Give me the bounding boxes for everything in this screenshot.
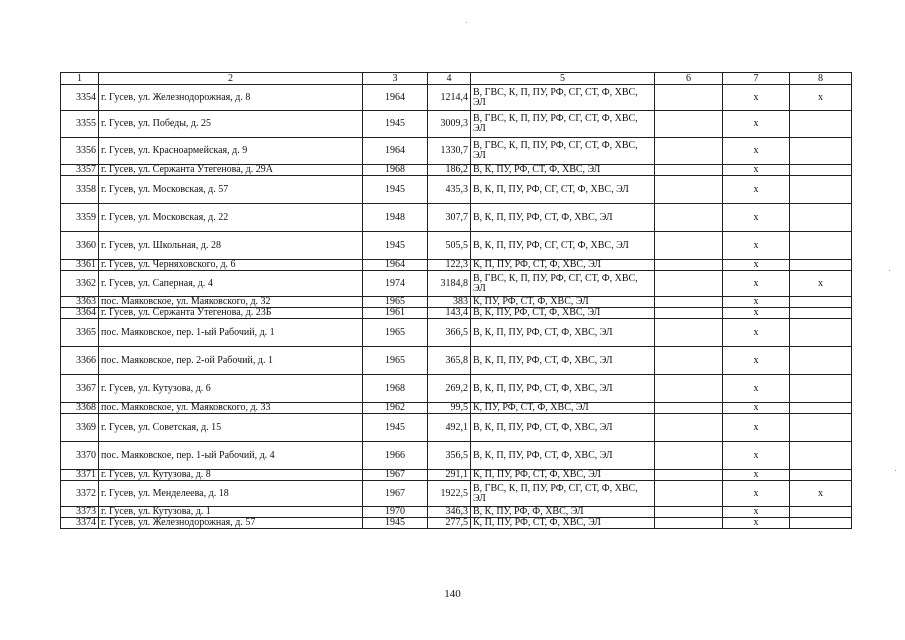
floor-area: 365,8 [428, 347, 471, 375]
column-8-mark [790, 375, 852, 403]
column-7-mark: x [723, 204, 790, 232]
row-number: 3359 [61, 204, 99, 232]
row-number: 3356 [61, 138, 99, 165]
row-number: 3368 [61, 403, 99, 414]
housing-register-table [60, 72, 852, 529]
table-row [61, 165, 852, 176]
utilities-list: В, К, П, ПУ, РФ, СТ, Ф, ХВС, ЭЛ [471, 414, 655, 442]
row-number: 3365 [61, 319, 99, 347]
table-row [61, 470, 852, 481]
table-row [61, 111, 852, 138]
table-row [61, 176, 852, 204]
row-number: 3357 [61, 165, 99, 176]
column-7-mark: x [723, 138, 790, 165]
year-built: 1965 [363, 319, 428, 347]
year-built: 1967 [363, 481, 428, 507]
column-6-mark [655, 85, 723, 111]
column-6-mark [655, 442, 723, 470]
column-6-mark [655, 347, 723, 375]
utilities-list: В, ГВС, К, П, ПУ, РФ, СГ, СТ, Ф, ХВС, ЭЛ [471, 138, 655, 165]
floor-area: 3184,8 [428, 271, 471, 297]
year-built: 1962 [363, 403, 428, 414]
utilities-list: В, ГВС, К, П, ПУ, РФ, СГ, СТ, Ф, ХВС, ЭЛ [471, 111, 655, 138]
scan-speck [895, 470, 896, 471]
floor-area: 99,5 [428, 403, 471, 414]
column-7-mark: x [723, 85, 790, 111]
column-7-mark: x [723, 176, 790, 204]
year-built: 1961 [363, 308, 428, 319]
column-8-mark [790, 470, 852, 481]
column-6-mark [655, 271, 723, 297]
address: г. Гусев, ул. Саперная, д. 4 [99, 271, 363, 297]
row-number: 3371 [61, 470, 99, 481]
column-6-mark [655, 297, 723, 308]
utilities-list: К, П, ПУ, РФ, СТ, Ф, ХВС, ЭЛ [471, 518, 655, 529]
table-row [61, 271, 852, 297]
utilities-list: В, К, П, ПУ, РФ, СГ, СТ, Ф, ХВС, ЭЛ [471, 232, 655, 260]
column-header: 1 [61, 73, 99, 85]
floor-area: 1214,4 [428, 85, 471, 111]
column-6-mark [655, 232, 723, 260]
column-8-mark [790, 507, 852, 518]
utilities-list: К, П, ПУ, РФ, СТ, Ф, ХВС, ЭЛ [471, 470, 655, 481]
column-8-mark [790, 403, 852, 414]
utilities-list: В, ГВС, К, П, ПУ, РФ, СГ, СТ, Ф, ХВС, ЭЛ [471, 481, 655, 507]
column-8-mark [790, 138, 852, 165]
utilities-list: К, П, ПУ, РФ, СТ, Ф, ХВС, ЭЛ [471, 260, 655, 271]
address: г. Гусев, ул. Менделеева, д. 18 [99, 481, 363, 507]
floor-area: 1330,7 [428, 138, 471, 165]
row-number: 3355 [61, 111, 99, 138]
utilities-list: В, К, П, ПУ, РФ, СТ, Ф, ХВС, ЭЛ [471, 204, 655, 232]
floor-area: 291,1 [428, 470, 471, 481]
column-6-mark [655, 111, 723, 138]
row-number: 3373 [61, 507, 99, 518]
floor-area: 383 [428, 297, 471, 308]
floor-area: 505,5 [428, 232, 471, 260]
row-number: 3361 [61, 260, 99, 271]
column-8-mark [790, 232, 852, 260]
column-7-mark: x [723, 319, 790, 347]
table-row [61, 232, 852, 260]
utilities-list: В, ГВС, К, П, ПУ, РФ, СГ, СТ, Ф, ХВС, ЭЛ [471, 271, 655, 297]
column-7-mark: x [723, 442, 790, 470]
column-7-mark: x [723, 403, 790, 414]
column-7-mark: x [723, 347, 790, 375]
utilities-list: В, К, П, ПУ, РФ, СТ, Ф, ХВС, ЭЛ [471, 375, 655, 403]
floor-area: 435,3 [428, 176, 471, 204]
column-6-mark [655, 176, 723, 204]
row-number: 3372 [61, 481, 99, 507]
year-built: 1964 [363, 260, 428, 271]
year-built: 1945 [363, 232, 428, 260]
floor-area: 3009,3 [428, 111, 471, 138]
address: г. Гусев, ул. Черняховского, д. 6 [99, 260, 363, 271]
column-8-mark [790, 260, 852, 271]
column-6-mark [655, 165, 723, 176]
address: г. Гусев, ул. Красноармейская, д. 9 [99, 138, 363, 165]
column-header: 4 [428, 73, 471, 85]
utilities-list: В, К, П, ПУ, РФ, СГ, СТ, Ф, ХВС, ЭЛ [471, 176, 655, 204]
utilities-list: В, К, П, ПУ, РФ, СТ, Ф, ХВС, ЭЛ [471, 442, 655, 470]
row-number: 3364 [61, 308, 99, 319]
scan-speck [889, 270, 890, 271]
row-number: 3360 [61, 232, 99, 260]
table-row [61, 442, 852, 470]
address: г. Гусев, ул. Московская, д. 22 [99, 204, 363, 232]
table-row [61, 347, 852, 375]
table-row [61, 375, 852, 403]
column-7-mark: x [723, 308, 790, 319]
column-header: 6 [655, 73, 723, 85]
floor-area: 277,5 [428, 518, 471, 529]
utilities-list: В, К, ПУ, РФ, Ф, ХВС, ЭЛ [471, 507, 655, 518]
column-8-mark [790, 176, 852, 204]
year-built: 1945 [363, 414, 428, 442]
year-built: 1945 [363, 176, 428, 204]
year-built: 1967 [363, 470, 428, 481]
column-8-mark [790, 319, 852, 347]
year-built: 1968 [363, 165, 428, 176]
floor-area: 269,2 [428, 375, 471, 403]
column-header: 2 [99, 73, 363, 85]
column-header: 3 [363, 73, 428, 85]
address: г. Гусев, ул. Сержанта Утегенова, д. 23Б [99, 308, 363, 319]
row-number: 3370 [61, 442, 99, 470]
column-6-mark [655, 260, 723, 271]
column-8-mark [790, 297, 852, 308]
column-header: 8 [790, 73, 852, 85]
column-7-mark: x [723, 470, 790, 481]
column-7-mark: x [723, 375, 790, 403]
year-built: 1965 [363, 347, 428, 375]
column-header: 7 [723, 73, 790, 85]
row-number: 3366 [61, 347, 99, 375]
utilities-list: В, К, П, ПУ, РФ, СТ, Ф, ХВС, ЭЛ [471, 319, 655, 347]
column-7-mark: x [723, 271, 790, 297]
table-row [61, 507, 852, 518]
address: пос. Маяковское, пер. 2-ой Рабочий, д. 1 [99, 347, 363, 375]
scan-speck [466, 22, 467, 23]
year-built: 1970 [363, 507, 428, 518]
column-7-mark: x [723, 260, 790, 271]
address: пос. Маяковское, ул. Маяковского, д. 32 [99, 297, 363, 308]
column-8-mark [790, 414, 852, 442]
column-8-mark [790, 347, 852, 375]
table-row [61, 260, 852, 271]
table-row [61, 403, 852, 414]
row-number: 3358 [61, 176, 99, 204]
year-built: 1968 [363, 375, 428, 403]
year-built: 1948 [363, 204, 428, 232]
floor-area: 366,5 [428, 319, 471, 347]
address: г. Гусев, ул. Кутузова, д. 8 [99, 470, 363, 481]
column-8-mark: x [790, 85, 852, 111]
floor-area: 346,3 [428, 507, 471, 518]
table-row [61, 518, 852, 529]
column-7-mark: x [723, 165, 790, 176]
header-row [61, 73, 852, 85]
table-row [61, 308, 852, 319]
column-8-mark: x [790, 481, 852, 507]
address: пос. Маяковское, пер. 1-ый Рабочий, д. 1 [99, 319, 363, 347]
address: г. Гусев, ул. Советская, д. 15 [99, 414, 363, 442]
address: г. Гусев, ул. Железнодорожная, д. 8 [99, 85, 363, 111]
column-8-mark [790, 308, 852, 319]
column-6-mark [655, 507, 723, 518]
column-6-mark [655, 470, 723, 481]
table-row [61, 85, 852, 111]
column-6-mark [655, 308, 723, 319]
utilities-list: В, К, ПУ, РФ, СТ, Ф, ХВС, ЭЛ [471, 308, 655, 319]
column-8-mark: x [790, 271, 852, 297]
column-7-mark: x [723, 507, 790, 518]
column-6-mark [655, 204, 723, 232]
year-built: 1964 [363, 85, 428, 111]
year-built: 1945 [363, 111, 428, 138]
address: пос. Маяковское, пер. 1-ый Рабочий, д. 4 [99, 442, 363, 470]
column-8-mark [790, 204, 852, 232]
column-header: 5 [471, 73, 655, 85]
floor-area: 122,3 [428, 260, 471, 271]
column-6-mark [655, 319, 723, 347]
page-number: 140 [444, 588, 461, 600]
year-built: 1974 [363, 271, 428, 297]
column-6-mark [655, 403, 723, 414]
column-6-mark [655, 414, 723, 442]
year-built: 1966 [363, 442, 428, 470]
table-row [61, 414, 852, 442]
utilities-list: В, ГВС, К, П, ПУ, РФ, СГ, СТ, Ф, ХВС, ЭЛ [471, 85, 655, 111]
address: пос. Маяковское, ул. Маяковского, д. 33 [99, 403, 363, 414]
row-number: 3374 [61, 518, 99, 529]
address: г. Гусев, ул. Сержанта Утегенова, д. 29А [99, 165, 363, 176]
row-number: 3362 [61, 271, 99, 297]
address: г. Гусев, ул. Железнодорожная, д. 57 [99, 518, 363, 529]
row-number: 3367 [61, 375, 99, 403]
address: г. Гусев, ул. Победы, д. 25 [99, 111, 363, 138]
column-6-mark [655, 375, 723, 403]
table-row [61, 204, 852, 232]
utilities-list: К, ПУ, РФ, СТ, Ф, ХВС, ЭЛ [471, 297, 655, 308]
column-6-mark [655, 138, 723, 165]
row-number: 3354 [61, 85, 99, 111]
column-8-mark [790, 442, 852, 470]
year-built: 1965 [363, 297, 428, 308]
floor-area: 1922,5 [428, 481, 471, 507]
column-7-mark: x [723, 111, 790, 138]
column-7-mark: x [723, 232, 790, 260]
column-7-mark: x [723, 414, 790, 442]
column-6-mark [655, 518, 723, 529]
floor-area: 307,7 [428, 204, 471, 232]
address: г. Гусев, ул. Кутузова, д. 1 [99, 507, 363, 518]
table-row [61, 319, 852, 347]
address: г. Гусев, ул. Школьная, д. 28 [99, 232, 363, 260]
table-row [61, 297, 852, 308]
row-number: 3369 [61, 414, 99, 442]
utilities-list: В, К, П, ПУ, РФ, СТ, Ф, ХВС, ЭЛ [471, 347, 655, 375]
floor-area: 492,1 [428, 414, 471, 442]
table-row [61, 481, 852, 507]
utilities-list: К, ПУ, РФ, СТ, Ф, ХВС, ЭЛ [471, 403, 655, 414]
column-8-mark [790, 518, 852, 529]
column-7-mark: x [723, 481, 790, 507]
address: г. Гусев, ул. Кутузова, д. 6 [99, 375, 363, 403]
floor-area: 143,4 [428, 308, 471, 319]
column-6-mark [655, 481, 723, 507]
year-built: 1964 [363, 138, 428, 165]
column-8-mark [790, 165, 852, 176]
floor-area: 356,5 [428, 442, 471, 470]
column-7-mark: x [723, 297, 790, 308]
table-row [61, 138, 852, 165]
address: г. Гусев, ул. Московская, д. 57 [99, 176, 363, 204]
column-7-mark: x [723, 518, 790, 529]
floor-area: 186,2 [428, 165, 471, 176]
utilities-list: В, К, ПУ, РФ, СТ, Ф, ХВС, ЭЛ [471, 165, 655, 176]
year-built: 1945 [363, 518, 428, 529]
row-number: 3363 [61, 297, 99, 308]
column-8-mark [790, 111, 852, 138]
